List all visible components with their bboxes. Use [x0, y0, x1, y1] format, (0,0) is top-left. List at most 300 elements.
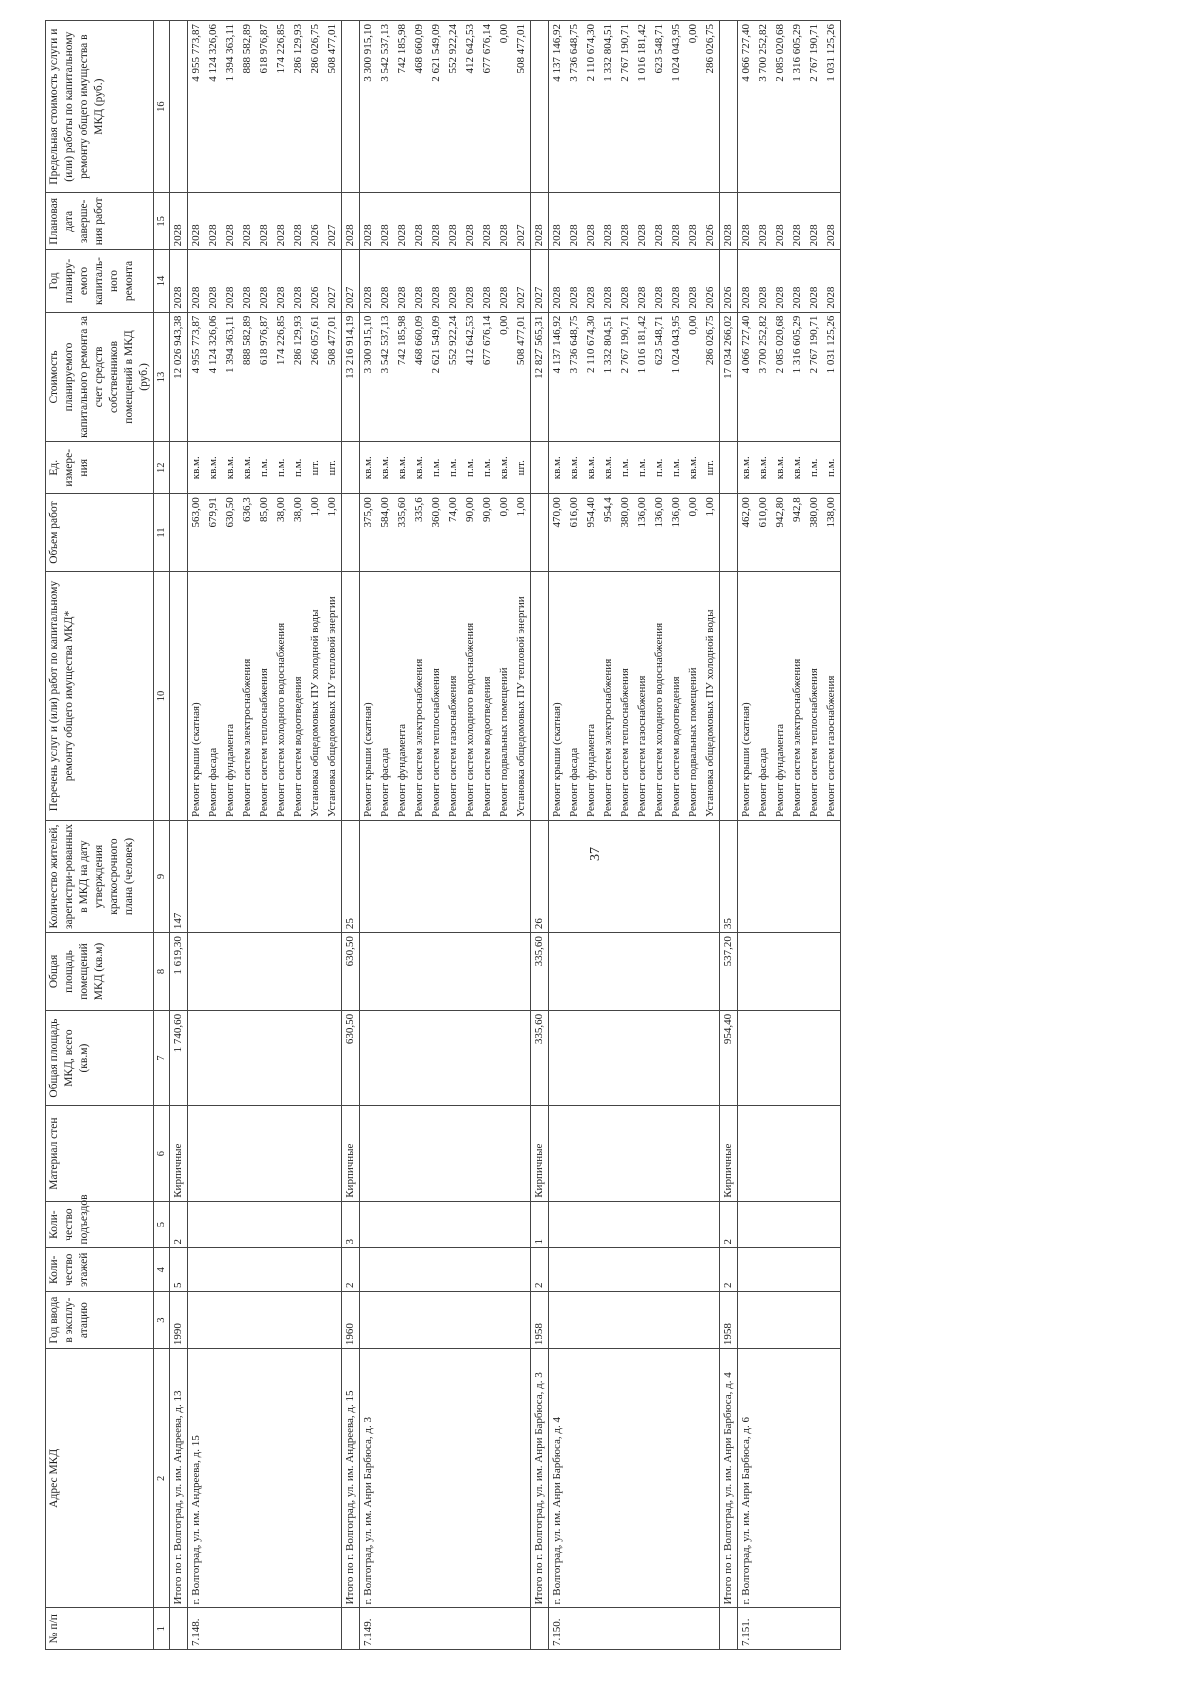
empty-cell: [617, 1106, 634, 1201]
year-cell: 1990: [170, 1292, 188, 1349]
empty-cell: [462, 1248, 479, 1292]
work-row: [256, 21, 273, 1650]
empty-cell: [496, 821, 513, 933]
work-end: 2028: [205, 193, 222, 250]
work-volume: 1,00: [702, 494, 720, 572]
empty-cell: [513, 1010, 531, 1105]
work-name: Ремонт крыши (скатная): [360, 572, 378, 821]
work-cost: 0,00: [496, 312, 513, 442]
empty-cell: [566, 1292, 583, 1349]
work-unit: кв.м.: [685, 442, 702, 494]
empty-cell: [428, 1010, 445, 1105]
work-year: 2028: [239, 250, 256, 312]
work-cost: 1 024 043,95: [668, 312, 685, 442]
work-row: [479, 21, 496, 1650]
empty-cell: [702, 1248, 720, 1292]
work-row: [222, 21, 239, 1650]
row-number: [668, 1608, 685, 1650]
work-cost: 286 026,75: [702, 312, 720, 442]
work-name: Ремонт фундамента: [394, 572, 411, 821]
work-cost: 174 226,85: [273, 312, 290, 442]
work-end: 2028: [428, 193, 445, 250]
floors-cell: 2: [342, 1248, 360, 1292]
work-volume: 38,00: [290, 494, 307, 572]
empty-cell: [411, 1010, 428, 1105]
work-name: Ремонт систем холодного водоснабжения: [273, 572, 290, 821]
work-cost: 412 642,53: [462, 312, 479, 442]
empty-cell: [256, 1248, 273, 1292]
empty-cell: [428, 1106, 445, 1201]
address-cell: г. Волгоград, ул. им. Анри Барбюса, д. 6: [738, 1349, 756, 1608]
residents-cell: 25: [342, 821, 360, 933]
total-label: Итого по г. Волгоград, ул. им. Анри Барбюса, д. 3: [531, 1349, 549, 1608]
empty-cell: [583, 933, 600, 1011]
work-volume: 1,00: [324, 494, 342, 572]
empty-cell: [789, 1106, 806, 1201]
column-number-row: [154, 21, 170, 1650]
work-row: [634, 21, 651, 1650]
work-unit: кв.м.: [222, 442, 239, 494]
empty-cell: [634, 821, 651, 933]
material-cell: Кирпичные: [342, 1106, 360, 1201]
end-year-cell: 2028: [720, 193, 738, 250]
col-header: Количество жителей, зарегистри-рованных в МКД на дату утверждения краткосрочного плана (человек): [46, 821, 154, 933]
work-year: 2028: [617, 250, 634, 312]
empty-cell: [789, 1292, 806, 1349]
row-number: [789, 1608, 806, 1650]
total-area-cell: 954,40: [720, 1010, 738, 1105]
row-number: [513, 1608, 531, 1650]
work-limit: 2 767 190,71: [806, 21, 823, 193]
empty-cell: [772, 1292, 789, 1349]
work-end: 2027: [324, 193, 342, 250]
work-cost: 266 057,61: [307, 312, 324, 442]
work-volume: 616,00: [566, 494, 583, 572]
work-year: 2028: [634, 250, 651, 312]
row-number: [583, 1608, 600, 1650]
empty-cell: [273, 1010, 290, 1105]
entrances-cell: 2: [720, 1201, 738, 1248]
total-area-cell: 1 740,60: [170, 1010, 188, 1105]
row-number: 7.149.: [360, 1608, 378, 1650]
row-number: [239, 1608, 256, 1650]
work-limit: 4 137 146,92: [549, 21, 567, 193]
empty-cell: [222, 1106, 239, 1201]
empty-cell: [273, 821, 290, 933]
empty-cell: [360, 1010, 378, 1105]
work-row: [273, 21, 290, 1650]
total-cost-cell: 17 034 266,02: [720, 312, 738, 442]
work-year: 2028: [394, 250, 411, 312]
empty-cell: [360, 933, 378, 1011]
empty-cell: [445, 1010, 462, 1105]
work-end: 2028: [772, 193, 789, 250]
work-name: Ремонт систем электроснабжения: [789, 572, 806, 821]
work-unit: кв.м.: [583, 442, 600, 494]
work-cost: 0,00: [685, 312, 702, 442]
col-number: 16: [154, 21, 170, 193]
work-name: Ремонт фасада: [377, 572, 394, 821]
row-number: [445, 1608, 462, 1650]
work-name: Ремонт систем водоотведения: [290, 572, 307, 821]
work-limit: 1 394 363,11: [222, 21, 239, 193]
empty-cell: [549, 1248, 567, 1292]
work-name: Ремонт фасада: [755, 572, 772, 821]
empty-cell: [549, 1106, 567, 1201]
empty-cell: [290, 1106, 307, 1201]
work-unit: п.м.: [273, 442, 290, 494]
work-unit: п.м.: [445, 442, 462, 494]
work-limit: 2 110 674,30: [583, 21, 600, 193]
row-number: 7.148.: [188, 1608, 206, 1650]
address-cell: [496, 1349, 513, 1608]
empty-cell: [445, 1106, 462, 1201]
work-end: 2028: [256, 193, 273, 250]
empty-cell: [685, 933, 702, 1011]
empty-cell: [394, 1010, 411, 1105]
work-cost: 552 922,24: [445, 312, 462, 442]
empty-cell: [806, 1248, 823, 1292]
empty-cell: [462, 1201, 479, 1248]
work-unit: п.м.: [634, 442, 651, 494]
empty-cell: [755, 1248, 772, 1292]
empty-cell: [324, 1106, 342, 1201]
work-row: [755, 21, 772, 1650]
empty-cell: [566, 821, 583, 933]
empty-cell: [411, 1201, 428, 1248]
work-end: 2028: [462, 193, 479, 250]
empty-cell: [377, 933, 394, 1011]
empty-cell: [445, 1248, 462, 1292]
work-unit: шт.: [324, 442, 342, 494]
material-cell: Кирпичные: [170, 1106, 188, 1201]
row-number: [205, 1608, 222, 1650]
empty-cell: [222, 933, 239, 1011]
work-name: Ремонт крыши (скатная): [188, 572, 206, 821]
total-label: Итого по г. Волгоград, ул. им. Анри Барбюса, д. 4: [720, 1349, 738, 1608]
work-name: Ремонт систем теплоснабжения: [428, 572, 445, 821]
work-unit: п.м.: [617, 442, 634, 494]
empty-cell: [617, 933, 634, 1011]
col-header: Перечень услуг и (или) работ по капитальному ремонту общего имущества МКД*: [46, 572, 154, 821]
address-cell: [307, 1349, 324, 1608]
empty-cell: [290, 1201, 307, 1248]
address-cell: [513, 1349, 531, 1608]
empty-cell: [634, 1292, 651, 1349]
work-end: 2026: [702, 193, 720, 250]
empty-cell: [324, 1292, 342, 1349]
work-end: 2028: [806, 193, 823, 250]
empty-cell: [738, 1292, 756, 1349]
work-volume: 1,00: [307, 494, 324, 572]
empty-cell: [685, 1201, 702, 1248]
empty-cell: [668, 1292, 685, 1349]
col-header: Объем работ: [46, 494, 154, 572]
work-year: 2026: [307, 250, 324, 312]
work-year: 2026: [702, 250, 720, 312]
empty-cell: [394, 1106, 411, 1201]
work-end: 2028: [222, 193, 239, 250]
address-cell: г. Волгоград, ул. им. Анри Барбюса, д. 3: [360, 1349, 378, 1608]
empty-cell: [702, 1201, 720, 1248]
col-header: Адрес МКД: [46, 1349, 154, 1608]
empty-cell: [360, 1292, 378, 1349]
empty-cell: [445, 933, 462, 1011]
empty-cell: [256, 1292, 273, 1349]
row-number: [394, 1608, 411, 1650]
work-end: 2028: [188, 193, 206, 250]
empty-cell: [651, 1201, 668, 1248]
col-number: 6: [154, 1106, 170, 1201]
work-unit: п.м.: [256, 442, 273, 494]
empty-cell: [806, 933, 823, 1011]
work-row: [549, 21, 567, 1650]
work-cost: 4 124 326,06: [205, 312, 222, 442]
empty-cell: [738, 933, 756, 1011]
empty-cell: [290, 1292, 307, 1349]
work-limit: 2 621 549,09: [428, 21, 445, 193]
empty-cell: [738, 821, 756, 933]
work-volume: 942,80: [772, 494, 789, 572]
empty-cell: [702, 1106, 720, 1201]
empty-cell: [600, 821, 617, 933]
work-name: Ремонт подвальных помещений: [496, 572, 513, 821]
rotated-document: [45, 20, 1195, 1650]
row-number: [685, 1608, 702, 1650]
empty-cell: [324, 1248, 342, 1292]
empty-cell: [668, 821, 685, 933]
empty-cell: [549, 933, 567, 1011]
empty-cell: [772, 1010, 789, 1105]
work-name: Ремонт крыши (скатная): [549, 572, 567, 821]
work-year: 2028: [479, 250, 496, 312]
address-cell: [462, 1349, 479, 1608]
col-number: 10: [154, 572, 170, 821]
page-number: 37: [588, 847, 603, 861]
work-volume: 0,00: [496, 494, 513, 572]
empty-cell: [239, 1292, 256, 1349]
work-year: 2028: [668, 250, 685, 312]
year-cell: 1958: [720, 1292, 738, 1349]
empty-cell: [462, 821, 479, 933]
empty-cell: [188, 821, 206, 933]
empty-cell: [188, 933, 206, 1011]
work-unit: кв.м.: [360, 442, 378, 494]
work-year: 2028: [755, 250, 772, 312]
empty-cell: [307, 1292, 324, 1349]
address-cell: [377, 1349, 394, 1608]
empty-cell: [823, 1201, 841, 1248]
empty-cell: [222, 1201, 239, 1248]
work-cost: 468 660,09: [411, 312, 428, 442]
work-name: Ремонт систем теплоснабжения: [617, 572, 634, 821]
empty-cell: [239, 1010, 256, 1105]
work-volume: 954,4: [600, 494, 617, 572]
work-limit: 2 767 190,71: [617, 21, 634, 193]
empty-cell: [479, 1106, 496, 1201]
address-cell: [205, 1349, 222, 1608]
work-year: 2028: [549, 250, 567, 312]
address-cell: [566, 1349, 583, 1608]
col-header: Общая площадь МКД, всего (кв.м): [46, 1010, 154, 1105]
work-cost: 4 955 773,87: [188, 312, 206, 442]
address-cell: [256, 1349, 273, 1608]
col-number: 11: [154, 494, 170, 572]
work-cost: 2 621 549,09: [428, 312, 445, 442]
empty-cell: [702, 821, 720, 933]
address-cell: [324, 1349, 342, 1608]
col-number: 7: [154, 1010, 170, 1105]
address-cell: [617, 1349, 634, 1608]
empty-cell: [583, 1292, 600, 1349]
empty-cell: [205, 1010, 222, 1105]
empty-cell: [188, 1106, 206, 1201]
plan-year-cell: 2026: [720, 250, 738, 312]
empty-cell: [428, 821, 445, 933]
work-cost: 3 700 252,82: [755, 312, 772, 442]
work-unit: кв.м.: [377, 442, 394, 494]
address-cell: [634, 1349, 651, 1608]
work-row: [651, 21, 668, 1650]
address-cell: г. Волгоград, ул. им. Андреева, д. 15: [188, 1349, 206, 1608]
empty-cell: [188, 1292, 206, 1349]
work-year: 2028: [377, 250, 394, 312]
row-number: [823, 1608, 841, 1650]
work-cost: 623 548,71: [651, 312, 668, 442]
work-unit: кв.м.: [188, 442, 206, 494]
total-cost-cell: 12 026 943,38: [170, 312, 188, 442]
work-row: [685, 21, 702, 1650]
work-row: [617, 21, 634, 1650]
empty-cell: [222, 1248, 239, 1292]
work-row: [668, 21, 685, 1650]
empty-cell: [634, 1106, 651, 1201]
empty-cell: [479, 933, 496, 1011]
work-volume: 584,00: [377, 494, 394, 572]
work-volume: 0,00: [685, 494, 702, 572]
entrances-cell: 3: [342, 1201, 360, 1248]
empty-cell: [273, 1106, 290, 1201]
work-name: Установка общедомовых ПУ тепловой энергии: [324, 572, 342, 821]
work-limit: 286 129,93: [290, 21, 307, 193]
address-cell: [651, 1349, 668, 1608]
empty-cell: [462, 1010, 479, 1105]
empty-cell: [789, 1010, 806, 1105]
work-volume: 136,00: [668, 494, 685, 572]
empty-cell: [806, 1106, 823, 1201]
work-limit: 0,00: [685, 21, 702, 193]
work-name: Ремонт крыши (скатная): [738, 572, 756, 821]
row-number: [702, 1608, 720, 1650]
empty-cell: [651, 1010, 668, 1105]
empty-cell: [617, 821, 634, 933]
row-number: [755, 1608, 772, 1650]
row-number: 7.151.: [738, 1608, 756, 1650]
row-number: 7.150.: [549, 1608, 567, 1650]
work-name: Ремонт систем водоотведения: [479, 572, 496, 821]
empty-cell: [668, 1248, 685, 1292]
empty-cell: [823, 933, 841, 1011]
row-number: [496, 1608, 513, 1650]
empty-cell: [377, 1010, 394, 1105]
work-end: 2026: [307, 193, 324, 250]
address-cell: [823, 1349, 841, 1608]
object-7-151: [738, 21, 841, 1650]
total-area-cell: 335,60: [531, 1010, 549, 1105]
empty-cell: [651, 1248, 668, 1292]
end-year-cell: 2028: [170, 193, 188, 250]
empty-cell: [188, 1010, 206, 1105]
work-unit: п.м.: [462, 442, 479, 494]
work-unit: кв.м.: [566, 442, 583, 494]
work-year: 2028: [273, 250, 290, 312]
row-number: [566, 1608, 583, 1650]
floors-cell: 2: [531, 1248, 549, 1292]
work-name: Ремонт систем газоснабжения: [823, 572, 841, 821]
address-cell: [290, 1349, 307, 1608]
empty-cell: [290, 933, 307, 1011]
work-unit: кв.м.: [496, 442, 513, 494]
total-block-3: [531, 21, 549, 1650]
empty-cell: [377, 821, 394, 933]
empty-cell: [600, 1292, 617, 1349]
work-year: 2028: [205, 250, 222, 312]
empty-cell: [411, 1292, 428, 1349]
empty-cell: [738, 1201, 756, 1248]
empty-cell: [479, 1292, 496, 1349]
address-cell: [583, 1349, 600, 1608]
row-number: [772, 1608, 789, 1650]
empty-cell: [806, 821, 823, 933]
empty-cell: [360, 1201, 378, 1248]
col-number: 5: [154, 1201, 170, 1248]
empty-cell: [462, 933, 479, 1011]
empty-cell: [823, 1248, 841, 1292]
work-row: [445, 21, 462, 1650]
empty-cell: [634, 933, 651, 1011]
empty-cell: [789, 821, 806, 933]
material-cell: Кирпичные: [531, 1106, 549, 1201]
work-cost: 1 332 804,51: [600, 312, 617, 442]
work-name: Ремонт систем холодного водоснабжения: [651, 572, 668, 821]
work-row: [823, 21, 841, 1650]
row-number: [377, 1608, 394, 1650]
work-unit: п.м.: [651, 442, 668, 494]
empty-cell: [583, 821, 600, 933]
entrances-cell: 2: [170, 1201, 188, 1248]
work-row: [496, 21, 513, 1650]
work-year: 2028: [496, 250, 513, 312]
empty-cell: [479, 1248, 496, 1292]
work-limit: 468 660,09: [411, 21, 428, 193]
empty-cell: [772, 933, 789, 1011]
work-name: Ремонт систем электроснабжения: [411, 572, 428, 821]
empty-cell: [513, 1106, 531, 1201]
empty-cell: [239, 821, 256, 933]
work-name: Ремонт фундамента: [772, 572, 789, 821]
work-row: [307, 21, 324, 1650]
empty-cell: [222, 1292, 239, 1349]
work-unit: кв.м.: [205, 442, 222, 494]
col-header: Предельная стоимость услуги и (или) работы по капитальному ремонту общего имущества в МКД (руб.): [46, 21, 154, 193]
row-number: [256, 1608, 273, 1650]
col-number: 3: [154, 1292, 170, 1349]
work-limit: 2 085 020,68: [772, 21, 789, 193]
plan-year-cell: 2027: [531, 250, 549, 312]
row-number: [428, 1608, 445, 1650]
work-volume: 610,00: [755, 494, 772, 572]
empty-cell: [566, 1106, 583, 1201]
